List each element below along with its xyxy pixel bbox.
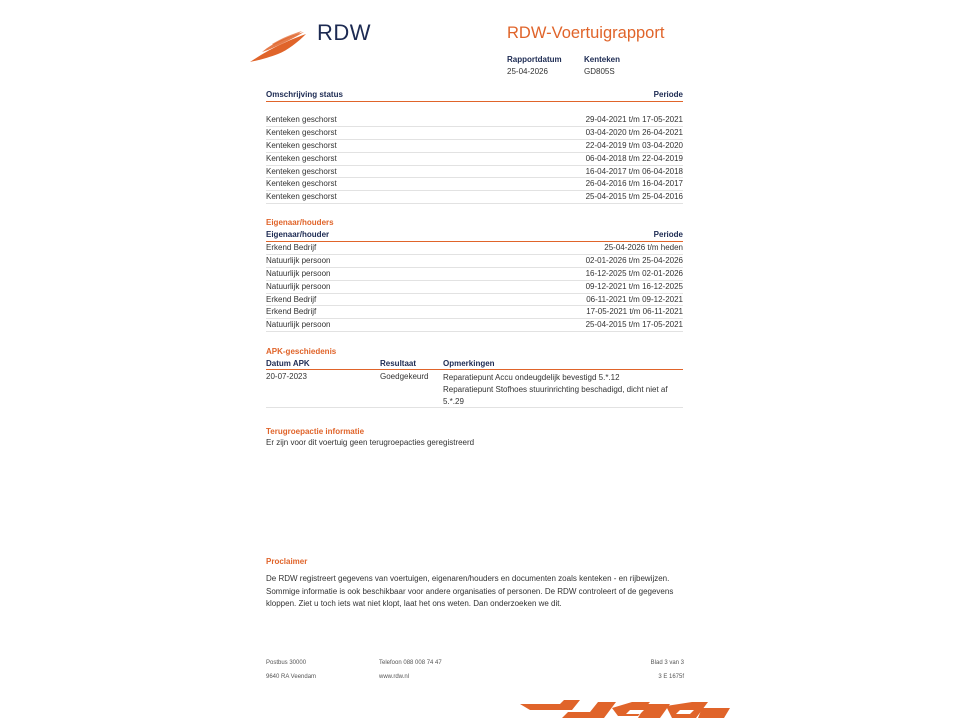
report-date-value: 25-04-2026 [507,67,548,76]
logo-text: RDW [317,20,372,45]
report-date-label: Rapportdatum [507,55,562,64]
recall-section-title: Terugroepactie informatie [266,427,365,436]
row-desc: Kenteken geschorst [266,115,337,124]
row-period: 16-12-2025 t/m 02-01-2026 [585,268,683,278]
footer-page: Blad 3 van 3 [650,660,684,666]
row-desc: Erkend Bedrijf [266,307,317,317]
table-row [266,191,683,204]
row-desc: Erkend Bedrijf [266,294,317,304]
row-desc: Erkend Bedrijf [266,243,317,252]
footer-web[interactable]: www.rdw.nl [379,674,410,680]
row-period: 25-04-2015 t/m 25-04-2016 [585,192,683,202]
owners-col-owner: Eigenaar/houder [266,230,330,239]
apk-section-title: APK-geschiedenis [266,347,337,356]
apk-col-date: Datum APK [266,359,310,368]
table-row [266,294,683,307]
row-desc: Kenteken geschorst [266,153,337,163]
footer-code: 3 E 1675f [658,674,684,680]
row-desc: Kenteken geschorst [266,179,337,189]
row-period: 29-04-2021 t/m 17-05-2021 [585,115,683,124]
apk-remark: Reparatiepunt Accu ondeugdelijk bevestigd 5.*.12 [443,373,620,382]
status-col-period: Periode [653,90,683,99]
report-date-block [507,55,562,76]
decorative-stripes-icon [520,698,735,720]
table-row [266,127,683,140]
owners-table-header [266,230,683,242]
table-row [266,242,683,255]
owners-table [266,230,683,332]
row-period: 22-04-2019 t/m 03-04-2020 [585,140,683,150]
proclaimer-title: Proclaimer [266,557,308,566]
row-desc: Kenteken geschorst [266,140,337,150]
row-period: 09-12-2021 t/m 16-12-2025 [585,281,683,291]
apk-table-header [266,359,683,370]
table-row [266,255,683,268]
table-row [266,140,683,153]
table-row [266,281,683,294]
plate-block [584,55,620,76]
apk-date: 20-07-2023 [266,372,307,381]
footer-phone: Telefoon 088 008 74 47 [379,660,442,666]
proclaimer-text: De RDW registreert gegevens van voertuigen, eigenaren/houders en documenten zoals kenteken - en rijbewijzen. Sommige informatie is ook beschikbaar voor andere organisaties of personen. De RDW controleert of de gegevens kloppen. Ziet u toch iets wat niet klopt, laat het ons weten. Dan onderzoeken we dit. [266,574,674,609]
table-row [266,319,683,332]
table-row [266,114,683,127]
owners-col-period: Periode [653,230,683,239]
row-desc: Kenteken geschorst [266,192,337,202]
apk-result: Goedgekeurd [380,372,429,381]
row-period: 06-04-2018 t/m 22-04-2019 [585,153,683,163]
apk-remarks [443,372,683,408]
row-period: 26-04-2016 t/m 16-04-2017 [585,179,683,189]
row-desc: Natuurlijk persoon [266,320,331,330]
row-period: 06-11-2021 t/m 09-12-2021 [586,294,683,304]
apk-table [266,359,683,408]
row-period: 25-04-2026 t/m heden [604,243,683,252]
status-table [266,90,683,204]
status-col-desc: Omschrijving status [266,90,343,99]
row-desc: Natuurlijk persoon [266,255,331,265]
table-row [266,153,683,166]
report-title: RDW-Voertuigrapport [507,24,665,42]
row-desc: Kenteken geschorst [266,166,337,176]
row-desc: Kenteken geschorst [266,127,337,137]
row-period: 17-05-2021 t/m 06-11-2021 [586,307,683,317]
rdw-logo-icon [248,30,308,64]
apk-remark: Reparatiepunt Stofhoes stuurinrichting beschadigd, dicht niet af 5.*.29 [443,385,668,406]
footer-postbus: Postbus 30000 [266,660,307,666]
apk-col-result: Resultaat [380,359,417,368]
row-period: 16-04-2017 t/m 06-04-2018 [585,166,683,176]
row-period: 02-01-2026 t/m 25-04-2026 [585,255,683,265]
plate-label: Kenteken [584,55,621,64]
footer-city: 9640 RA Veendam [266,674,317,680]
row-period: 25-04-2015 t/m 17-05-2021 [585,320,683,330]
apk-col-remarks: Opmerkingen [443,359,495,368]
owners-section-title: Eigenaar/houders [266,218,334,227]
row-desc: Natuurlijk persoon [266,268,331,278]
plate-value: GD805S [584,67,615,76]
status-table-header [266,90,683,102]
table-row [266,178,683,191]
table-row [266,306,683,319]
row-desc: Natuurlijk persoon [266,281,331,291]
recall-text: Er zijn voor dit voertuig geen terugroepacties geregistreerd [266,438,475,447]
row-period: 03-04-2020 t/m 26-04-2021 [585,127,683,137]
table-row [266,370,683,408]
table-row [266,166,683,179]
table-row [266,268,683,281]
